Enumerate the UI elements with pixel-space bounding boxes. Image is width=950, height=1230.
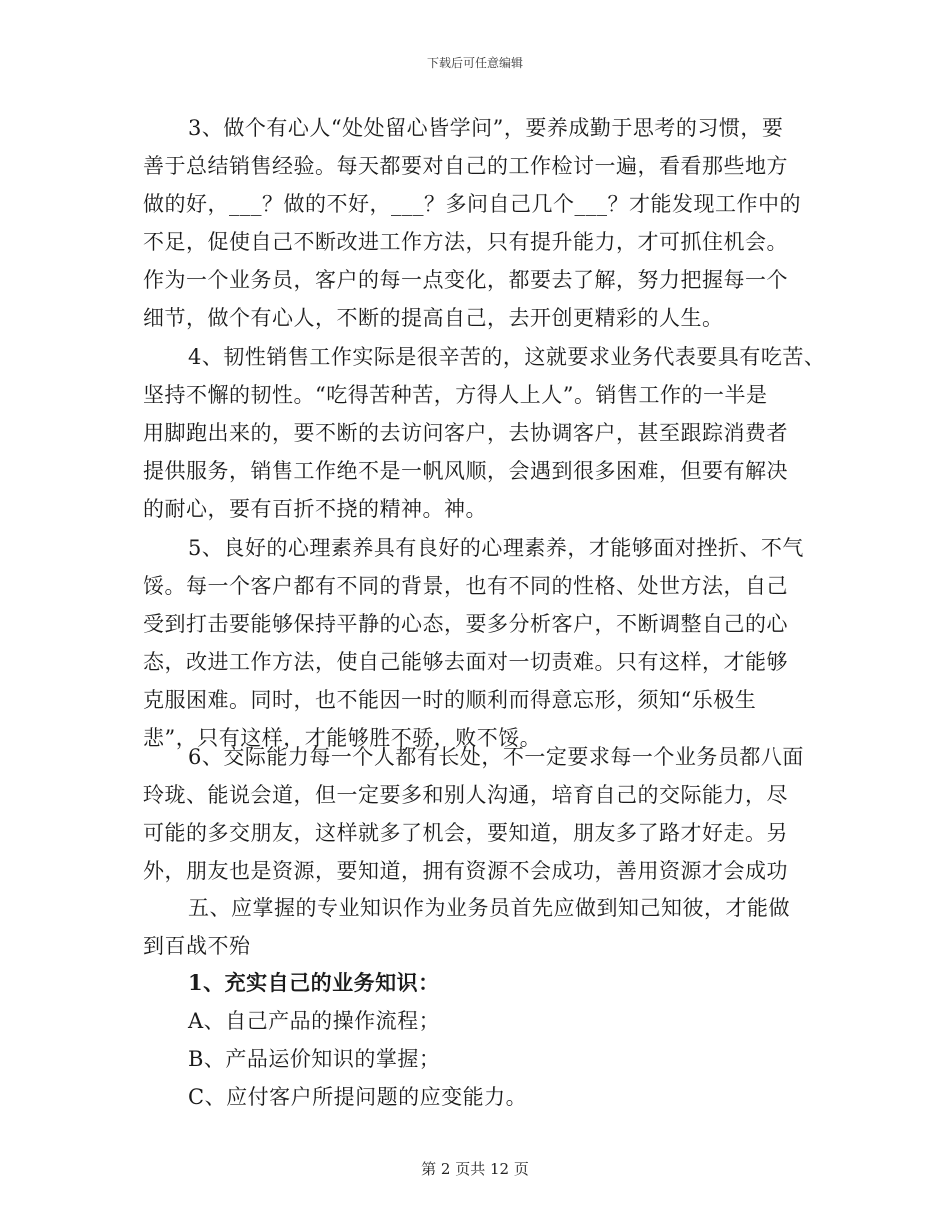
paragraph-line: 态，改进工作方法，使自己能够去面对一切责难。只有这样，才能够 [143,650,788,674]
page-footer: 第 2 页共 12 页 [421,1160,529,1178]
paragraph-line: 用脚跑出来的，要不断的去访问客户，去协调客户，甚至跟踪消费者 [143,421,788,445]
paragraph-line: 细节，做个有心人，不断的提高自己，去开创更精彩的人生。 [143,306,724,330]
paragraph-line: 3、做个有心人“处处留心皆学问”，要养成勤于思考的习惯，要 [188,116,784,140]
section-heading: 1、充实自己的业务知识： [188,970,440,995]
page-header: 下载后可任意编辑 [426,56,523,70]
list-item: A、自己产品的操作流程； [188,1009,441,1033]
paragraph-line: 4、韧性销售工作实际是很辛苦的，这就要求业务代表要具有吃苦、 [188,345,826,369]
paragraph-line: 做的好，___？做的不好，___？多问自己几个___？才能发现工作中的 [143,192,801,216]
paragraph-line: 受到打击要能够保持平静的心态，要多分析客户，不断调整自己的心 [143,612,788,636]
paragraph-line: 到百战不殆 [143,934,251,958]
paragraph-line: 五、应掌握的专业知识作为业务员首先应做到知己知彼，才能做 [188,896,790,920]
paragraph-line: 克服困难。同时，也不能因一时的顺利而得意忘形，须知“乐极生 [143,688,757,712]
paragraph-line: 提供服务，销售工作绝不是一帆风顺，会遇到很多困难，但要有解决 [143,459,788,483]
paragraph-line: 可能的多交朋友，这样就多了机会，要知道，朋友多了路才好走。另 [143,821,788,845]
paragraph-line: 外，朋友也是资源，要知道，拥有资源不会成功，善用资源才会成功 [143,859,788,883]
paragraph-line: 6、交际能力每一个人都有长处，不一定要求每一个业务员都八面 [188,745,804,769]
paragraph-line: 坚持不懈的韧性。“吃得苦种苦，方得人上人”。销售工作的一半是 [143,383,768,407]
paragraph-line: 馁。每一个客户都有不同的背景，也有不同的性格、处世方法，自己 [143,574,788,598]
paragraph-line: 不足，促使自己不断改进工作方法，只有提升能力，才可抓住机会。 [143,230,788,254]
paragraph-line: 善于总结销售经验。每天都要对自己的工作检讨一遍，看看那些地方 [143,154,788,178]
paragraph-line: 的耐心，要有百折不挠的精神。神。 [143,497,487,521]
paragraph-line: 玲珑、能说会道，但一定要多和别人沟通，培育自己的交际能力，尽 [143,783,788,807]
paragraph-line: 悲”，只有这样，才能够胜不骄，败不馁。 [143,726,542,750]
paragraph-line: 5、良好的心理素养具有良好的心理素养，才能够面对挫折、不气 [188,536,804,560]
list-item: B、产品运价知识的掌握； [188,1047,441,1071]
list-item: C、应付客户所提问题的应变能力。 [188,1085,528,1109]
paragraph-line: 作为一个业务员，客户的每一点变化，都要去了解，努力把握每一个 [143,268,788,292]
